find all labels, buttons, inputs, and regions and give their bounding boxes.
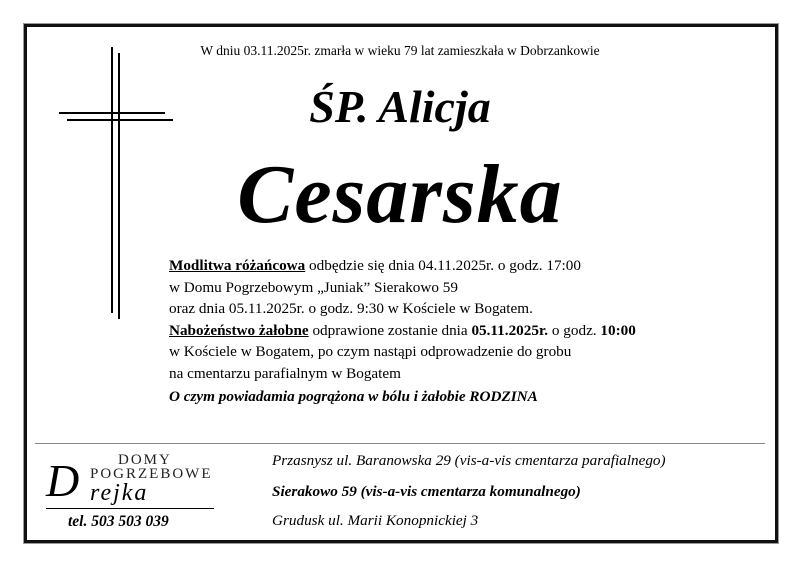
rosary-text: odbędzie się dnia 04.11.2025r. o godz. 17:00 xyxy=(305,257,581,274)
address-sierakowo: Sierakowo 59 (vis-a-vis cmentarza komunalnego) xyxy=(272,483,581,500)
address-przasnysz: Przasnysz ul. Baranowska 29 (vis-a-vis cmentarza parafialnego) xyxy=(272,452,666,469)
logo-pogrzebowe: POGRZEBOWE xyxy=(90,466,213,482)
death-info: W dniu 03.11.2025r. zmarła w wieku 79 lat zamieszkała w Dobrzankowie xyxy=(200,43,600,58)
closing-line: O czym powiadamia pogrążona w bólu i żałobie RODZINA xyxy=(169,388,538,405)
funeral-mass-heading: Nabożeństwo żałobne xyxy=(169,321,309,339)
rosary-second: oraz dnia 05.11.2025r. o godz. 9:30 w Kościele w Bogatem. xyxy=(169,300,533,317)
phone-number: tel. 503 503 039 xyxy=(68,513,169,530)
deceased-first-name: ŚP. Alicja xyxy=(309,81,491,132)
logo-initial: D xyxy=(46,455,80,506)
address-grudusk: Grudusk ul. Marii Konopnickiej 3 xyxy=(272,512,479,529)
logo-domy: DOMY xyxy=(118,452,172,468)
funeral-home-logo xyxy=(38,452,218,512)
rosary-location: w Domu Pogrzebowym „Juniak” Sierakowo 59 xyxy=(169,278,458,296)
funeral-location: w Kościele w Bogatem, po czym nastąpi odprowadzenie do grobu xyxy=(169,343,572,360)
burial-location: na cmentarzu parafialnym w Bogatem xyxy=(169,364,401,382)
funeral-time: 10:00 xyxy=(600,321,636,339)
logo-rejka: rejka xyxy=(90,480,149,506)
ceremony-details xyxy=(169,255,636,384)
funeral-date: 05.11.2025r. xyxy=(471,321,549,339)
rosary-heading: Modlitwa różańcowa xyxy=(169,257,306,274)
deceased-surname: Cesarska xyxy=(237,148,563,241)
funeral-text-2: o godz. xyxy=(548,321,601,339)
divider xyxy=(35,443,765,444)
logo-underline xyxy=(46,508,214,509)
funeral-text: odprawione zostanie dnia xyxy=(308,321,472,339)
